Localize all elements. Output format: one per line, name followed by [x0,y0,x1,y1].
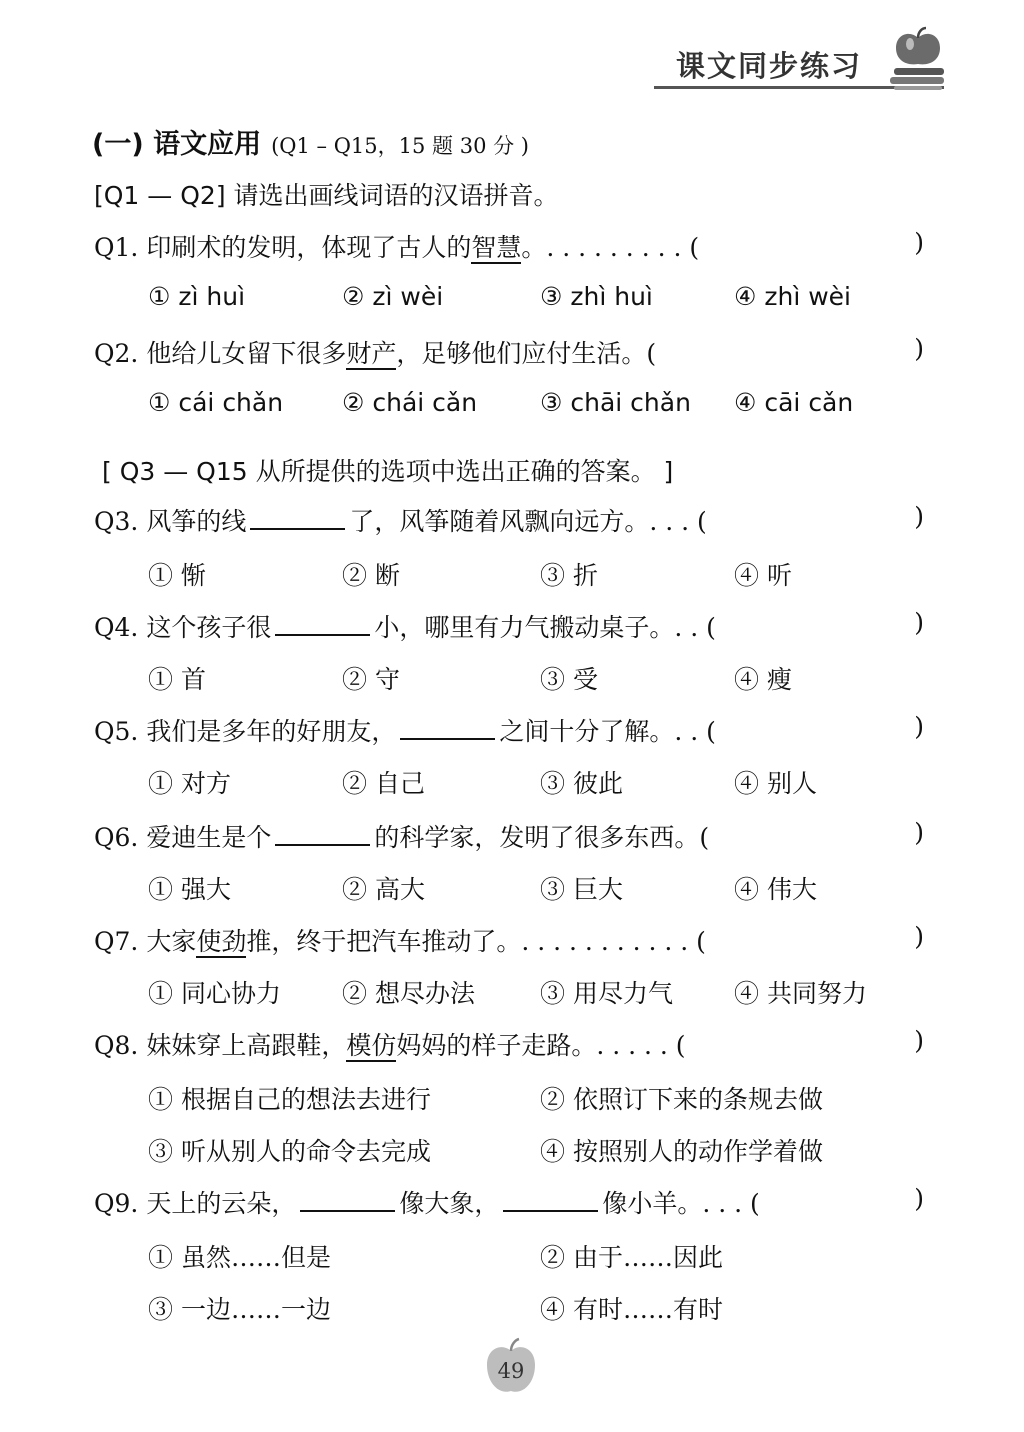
question-9 [94,1184,924,1224]
option-1: ① 强大 [148,875,231,904]
question-stem [94,1184,760,1220]
option-4: ④ 别人 [734,769,817,798]
question-stem [94,608,716,644]
instruction-q3-q15: [ Q3 — Q15 从所提供的选项中选出正确的答案。 ] [102,457,674,486]
fill-blank [250,506,345,530]
apple-books-icon [888,26,948,92]
option-3: ③ 彼此 [540,769,623,798]
option-1: ① 惭 [148,561,206,590]
option-3: ③ 折 [540,561,598,590]
question-number: Q4. [94,613,139,642]
question-text-tail: 之间十分了解。. . ( [499,717,716,746]
answer-paren: ) [914,1026,924,1055]
question-number: Q9. [94,1189,139,1218]
fill-blank [300,1188,395,1212]
option-4: ④ zhì wèi [734,282,851,311]
section-scope: (Q1 – Q15，15 题 30 分 ) [271,134,529,158]
option-2: ② 高大 [342,875,425,904]
option-4: ④ 共同努力 [734,979,867,1008]
option-1: ① 首 [148,665,206,694]
page-number: 49 [497,1359,525,1383]
option-2: ② 断 [342,561,400,590]
question-text: 风筝的线 [146,507,247,536]
question-stem [94,712,716,748]
fill-blank [503,1188,598,1212]
answer-paren: ) [914,922,924,951]
option-1: ① zì huì [148,282,246,311]
option-3: ③ 受 [540,665,598,694]
option-3: ③ 用尽力气 [540,979,673,1008]
option-1: ① 虽然……但是 [148,1243,331,1272]
question-5 [94,712,924,752]
question-text-tail: 了，风筝随着风飘向远方。. . . ( [349,507,707,536]
answer-paren: ) [914,228,924,257]
fill-blank [400,716,495,740]
question-text: 天上的云朵， [146,1189,297,1218]
option-3: ③ 巨大 [540,875,623,904]
option-1: ① 根据自己的想法去进行 [148,1085,431,1114]
option-2: ② 自己 [342,769,425,798]
answer-paren: ) [914,712,924,741]
question-text: 爱迪生是个 [146,823,272,852]
option-2: ② 想尽办法 [342,979,475,1008]
option-2: ② chái cǎn [342,388,478,417]
question-number: Q7. [94,927,139,956]
question-number: Q1. [94,233,139,262]
question-stem [94,818,709,854]
underlined-word: 智慧 [471,233,522,262]
option-4: ④ 有时……有时 [540,1295,723,1324]
question-2 [94,334,924,374]
question-text-tail: 小，哪里有力气搬动桌子。. . ( [374,613,716,642]
question-text: 印刷术的发明，体现了古人的 [146,233,472,262]
answer-paren: ) [914,334,924,363]
option-1: ① cái chǎn [148,388,284,417]
question-text-tail: 推，终于把汽车推动了。. . . . . . . . . . . ( [246,927,706,956]
option-2: ② zì wèi [342,282,444,311]
question-text-tail: 像小羊。. . . ( [602,1189,760,1218]
option-3: ③ 一边……一边 [148,1295,331,1324]
option-4: ④ 瘦 [734,665,792,694]
question-1 [94,228,924,268]
question-number: Q6. [94,823,139,852]
question-text-tail: 。. . . . . . . . . ( [521,233,700,262]
option-4: ④ 按照别人的动作学着做 [540,1137,823,1166]
question-number: Q5. [94,717,139,746]
underlined-word: 使劲 [196,927,247,956]
fill-blank [275,822,370,846]
underlined-word: 财产 [346,339,397,368]
section-heading [92,122,529,161]
option-3: ③ zhì huì [540,282,653,311]
option-2: ② 由于……因此 [540,1243,723,1272]
option-2: ② 守 [342,665,400,694]
question-stem [94,1026,686,1062]
section-title: (一) 语文应用 [92,129,262,160]
question-text: 他给儿女留下很多 [146,339,347,368]
question-8 [94,1026,924,1066]
option-2: ② 依照订下来的条规去做 [540,1085,823,1114]
question-text-tail: 的科学家，发明了很多东西。( [374,823,710,852]
question-stem [94,334,656,370]
question-text: 妹妹穿上高跟鞋， [146,1031,347,1060]
answer-paren: ) [914,818,924,847]
answer-paren: ) [914,1184,924,1213]
question-number: Q3. [94,507,139,536]
option-3: ③ 听从别人的命令去完成 [148,1137,431,1166]
page-header-title: 课文同步练习 [676,49,863,83]
question-text: 这个孩子很 [146,613,272,642]
option-3: ③ chāi chǎn [540,388,691,417]
option-4: ④ 听 [734,561,792,590]
question-6 [94,818,924,858]
option-1: ① 对方 [148,769,231,798]
question-text-tail: ，足够他们应付生活。( [396,339,657,368]
question-number: Q2. [94,339,139,368]
question-stem [94,502,707,538]
question-text-tail: 妈妈的样子走路。. . . . . ( [396,1031,686,1060]
underlined-word: 模仿 [346,1031,397,1060]
question-7 [94,922,924,962]
option-4: ④ cāi cǎn [734,388,854,417]
question-text: 我们是多年的好朋友， [146,717,397,746]
instruction-q1-q2: [Q1 — Q2] 请选出画线词语的汉语拼音。 [94,181,559,210]
question-3 [94,502,924,542]
page-number-badge [485,1337,537,1395]
question-stem [94,922,706,958]
option-4: ④ 伟大 [734,875,817,904]
answer-paren: ) [914,608,924,637]
option-1: ① 同心协力 [148,979,281,1008]
question-4 [94,608,924,648]
question-stem [94,228,699,264]
answer-paren: ) [914,502,924,531]
question-text-middle: 像大象， [399,1189,500,1218]
question-text: 大家 [146,927,197,956]
fill-blank [275,612,370,636]
question-number: Q8. [94,1031,139,1060]
